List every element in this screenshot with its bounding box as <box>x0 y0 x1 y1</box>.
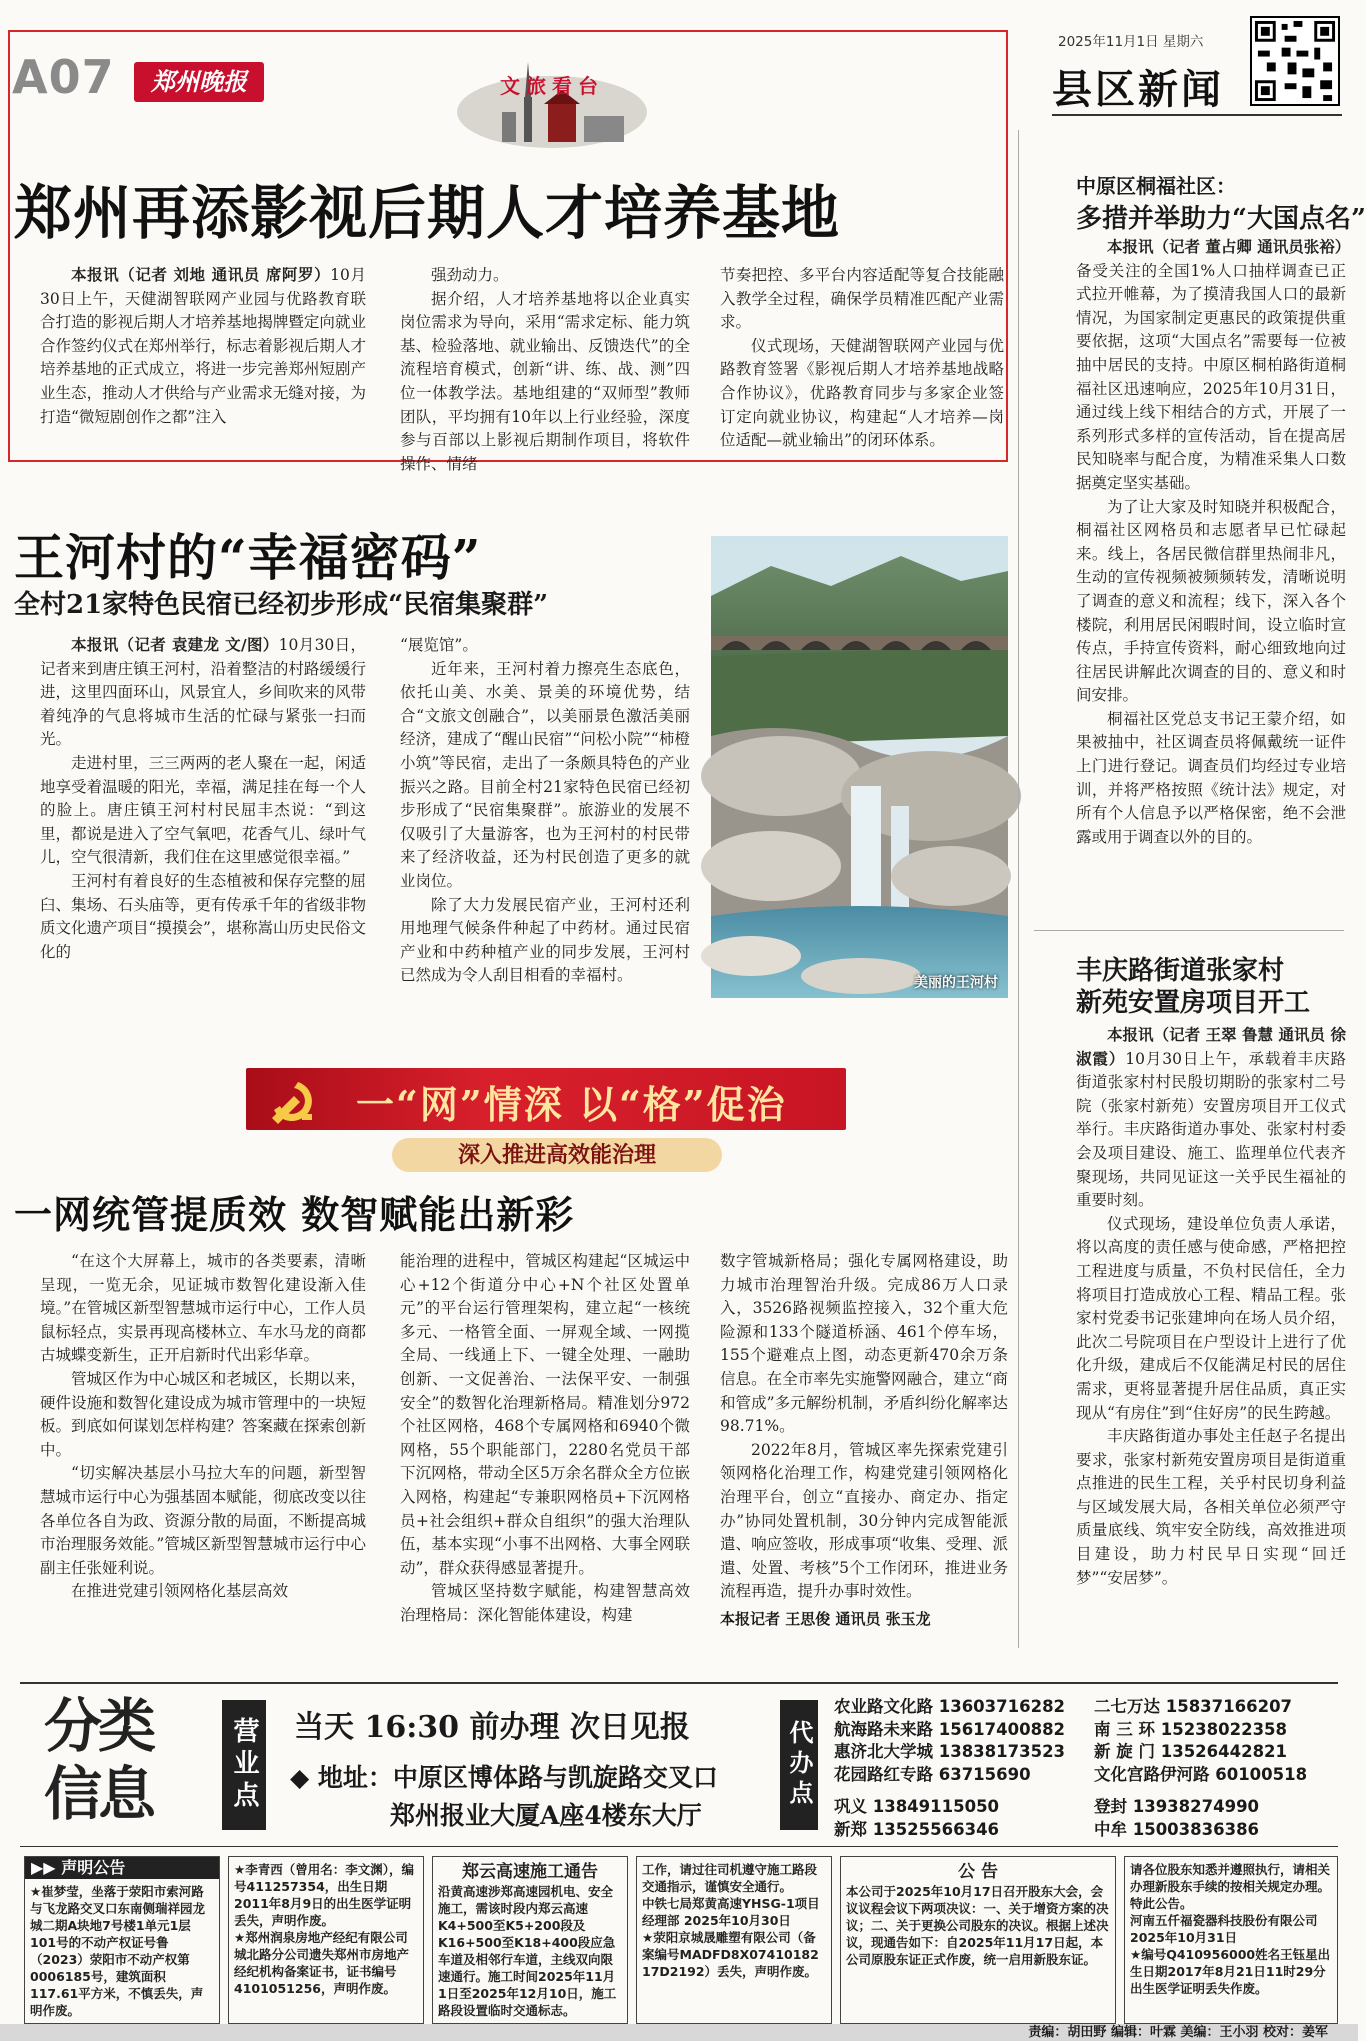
paragraph: 强劲动力。 <box>431 266 509 284</box>
article1-col3 <box>720 264 1004 458</box>
paragraph: 本报讯（记者 王翠 鲁慧 通讯员 徐淑霞）10月30日上午，承载着丰庆路街道张家村村民殷切期盼的张家村二号院（张家村新苑）安置房项目开工仪式举行。丰庆路街道办事处、张家村村委会及项目建设、施工、监理单位代表齐聚现场，共同见证这一关乎民生福祉的重要时刻。 <box>1076 1026 1346 1210</box>
section-tag: 文旅看台 <box>500 74 604 98</box>
paragraph: 丰庆路街道办事处主任赵子名提出要求，张家村新苑安置房项目是街道重点推进的民生工程，关乎村民切身利益与区域发展大局，各相关单位必须严守质量底线、筑牢安全防线，高效推进项目建设，助力村民早日实现“回迁梦”“安居梦”。 <box>1076 1427 1346 1587</box>
article3-headline: 一网统管提质效 数智赋能出新彩 <box>14 1192 575 1237</box>
notice-text: 本公司于2025年10月17日召开股东大会，会议议程会议下两项决议：一、关于增资方案的决议；二、关于更换公司股东的决议。根据上述决议，现通告如下：自2025年11月17日起，本公司原股东证正式作废，统一启用新股东证。 <box>846 1884 1109 1967</box>
agent-entry: 二七万达 15837166207 <box>1094 1697 1293 1716</box>
newspaper-logo: 郑州晚报 <box>134 62 264 102</box>
paragraph: 数字管城新格局；强化专属网格建设，助力城市治理智治升级。完成86万人口录入，3526路视频监控接入，32个重大危险源和133个隧道桥涵、461个停车场，155个避难点上图，动态更新470余万条信息。在全市率先实施警网融合，建立“商和管成”多元解纷机制，矛盾纠纷化解率达98.71%。 <box>720 1252 1008 1436</box>
byline: 本报讯（记者 袁建龙 文/图） <box>71 636 279 654</box>
paragraph: 本报讯（记者 董占卿 通讯员张裕）备受关注的全国1%人口抽样调查已正式拉开帷幕，为了摸清我国人口的最新情况，为国家制定更惠民的政策提供重要依据，这项“大国点名”需要每一位被抽中居民的支持。中原区桐柏路街道桐福社区迅速响应，2025年10月31日，通过线上线下相结合的方式，开展了一系列形式多样的宣传活动，旨在提高居民知晓率与配合度，为精准采集人口数据奠定坚实基础。 <box>1076 238 1351 492</box>
paragraph: 节奏把控、多平台内容适配等复合技能融入教学全过程，确保学员精准匹配产业需求。 <box>720 266 1004 332</box>
article3-col1 <box>40 1250 366 1628</box>
agent-point-label: 代办点 <box>780 1700 818 1830</box>
footer-credits: 责编：胡田野 编辑：叶霖 美编：王小羽 校对：姜军 <box>0 2024 1358 2041</box>
column-divider <box>1018 130 1019 1648</box>
article1-headline: 郑州再添影视后期人才培养基地 <box>14 179 841 247</box>
paragraph: “展览馆”。 <box>400 636 478 654</box>
article2-headline: 王河村的“幸福密码” <box>14 528 482 587</box>
article3-col2 <box>400 1250 690 1628</box>
article2-col2 <box>400 634 690 1004</box>
paragraph: 除了大力发展民宿产业，王河村还利用地理气候条件种起了中药材。通过民宿产业和中药种植产业的同步发展，王河村已然成为令人刮目相看的幸福村。 <box>400 895 690 985</box>
article3-col3 <box>720 1250 1008 1606</box>
paragraph: 近年来，王河村着力擦亮生态底色，依托山美、水美、景美的环境优势，结合“文旅文创融合”，以美丽景色激活美丽经济，建成了“醒山民宿”“问松小院”“柿橙小筑”等民宿，走出了一条颇具特色的产业振兴之路。目前全村21家特色民宿已经初步形成了“民宿集聚群”。旅游业的发展不仅吸引了大量游客，也为王河村的村民带来了经济收益，还为村民创造了更多的就业岗位。 <box>400 659 690 890</box>
notice-text: 沿黄高速涉郑高速园机电、安全施工，需该时段内郑云高速K4+500至K5+200段及K16+500至K18+400段应急车道及相邻行车道，主线双向限速通行。施工时间2025年11月1日至2025年12月10日，施工路段设置临时交通标志。 <box>438 1884 617 2018</box>
paragraph: 仪式现场，建设单位负责人承诺，将以高度的责任感与使命感，严格把控工程进度与质量，不负村民信任，全力将项目打造成放心工程、精品工程。张家村党委书记张建坤向在场人员介绍，此次二号院项目在户型设计上进行了优化升级，建成后不仅能满足村民的居住需求，更将显著提升居住品质，真正实现从“有房住”到“住好房”的民生跨越。 <box>1076 1214 1346 1422</box>
paragraph: 管城区作为中心城区和老城区，长期以来，硬件设施和数智化建设成为城市管理中的一块短板。到底如何谋划怎样构建？答案藏在探索创新中。 <box>40 1369 366 1459</box>
issue-date: 2025年11月1日 星期六 <box>1058 34 1204 50</box>
village-photo <box>711 536 1008 998</box>
sidebar1-kicker: 中原区桐福社区： <box>1076 174 1236 198</box>
classified-logo-top: 分类 <box>44 1692 153 1760</box>
section-name: 县区新闻 <box>1052 66 1224 113</box>
masthead-rule <box>1052 114 1342 116</box>
article3-byline: 本报记者 王思俊 通讯员 张玉龙 <box>720 1610 931 1628</box>
sidebar2-body <box>1076 1024 1346 1648</box>
agent-entry: 文化宫路伊河路 60100518 <box>1094 1764 1308 1784</box>
banner-title: 一“网”情深 以“格”促治 <box>356 1082 787 1127</box>
paragraph: 仪式现场，天健湖智联网产业园与优路教育签署《影视后期人才培养基地战略合作协议》，优路教育同步与多家企业签订定向就业协议，构建起“人才培养—岗位适配—就业输出”的闭环体系。 <box>720 336 1004 450</box>
notice-text: ★编号Q410956000姓名王钰星出生日期2017年8月21日11时29分出生医学证明丢失作废。 <box>1130 1947 1331 1996</box>
paragraph: 王河村有着良好的生态植被和保存完整的屈臼、集场、石头庙等，更有传承千年的省级非物质文化遗产项目“摸摸会”，堪称嵩山历史民俗文化的 <box>40 871 366 961</box>
agent-entry: 登封 13938274990 <box>1094 1797 1260 1816</box>
paragraph: 在推进党建引领网格化基层高效 <box>71 1582 289 1601</box>
paragraph: “切实解决基层小马拉大车的问题，新型智慧城市运行中心为强基固本赋能，彻底改变以往各单位各自为政、资源分散的局面，不断提高城市治理服务效能。”管城区新型智慧城市运行中心副主任张娅利说。 <box>40 1464 366 1577</box>
classified-box-2 <box>228 1856 424 2024</box>
notice-text: 请各位股东知悉并遵照执行，请相关办理新股东手续的按相关规定办理。特此公告。 <box>1130 1862 1331 1911</box>
banner-subtitle: 深入推进高效能治理 <box>392 1138 722 1172</box>
party-emblem-icon <box>264 1074 320 1130</box>
notice-text: 河南五仟福瓷器科技股份有限公司 2025年10月31日 <box>1130 1913 1318 1945</box>
page-number: A07 <box>12 50 115 104</box>
agent-entry: 新 旋 门 13526442821 <box>1094 1742 1288 1761</box>
notice-text: ★李青西（曾用名：李文渊），编号411257354，出生日期2011年8月9日的出生医学证明丢失，声明作废。 <box>234 1862 414 1928</box>
business-hours: 当天 16:30 前办理 次日见报 <box>294 1710 690 1745</box>
paragraph: 管城区坚持数字赋能，构建智慧高效治理格局：深化智能体建设，构建 <box>400 1582 690 1624</box>
classified-box-6 <box>1124 1856 1338 2024</box>
notice-text: ★郑州润泉房地产经纪有限公司城北路分公司遗失郑州市房地产经纪机构备案证书，证书编号4101051256，声明作废。 <box>234 1930 410 1996</box>
sidebar1-body <box>1076 236 1351 890</box>
paragraph: 2022年8月，管城区率先探索党建引领网格化治理工作，构建党建引领网格化治理平台，创立“直接办、商定办、指定办”协同处置机制，30分钟内完成智能派遣、响应签收，形成事项“收集、受理、派遣、处置、考核”5个工作闭环，推进业务流程再造，提升办事时效性。 <box>720 1440 1008 1601</box>
classified-mid-rule <box>20 1846 1338 1847</box>
notice-text: ★崔梦莹，坐落于荥阳市索河路与飞龙路交叉口东南侧瑞祥园龙城二期A块地7号楼1单元1层101号的不动产权证号鲁（2023）荥阳市不动产权第0006185号，建筑面积117.61平方米，不慎丢失，声明作废。 <box>30 1884 206 2018</box>
classified-logo-bottom: 信息 <box>44 1760 153 1828</box>
paragraph: “在这个大屏幕上，城市的各类要素，清晰呈现，一览无余，见证城市数智化建设渐入佳境。”在管城区新型智慧城市运行中心，工作人员鼠标轻点，实景再现高楼林立、车水马龙的商都古城蝶变新生，正开启新时代出彩华章。 <box>40 1252 366 1365</box>
paragraph: 桐福社区党总支书记王蒙介绍，如果被抽中，社区调查员将佩戴统一证件上门进行登记。调查员们均经过专业培训，并将严格按照《统计法》规定，对所有个人信息予以严格保密，绝不会泄露或用于调查以外的目的。 <box>1076 709 1346 846</box>
article2-col1 <box>40 634 366 1004</box>
sidebar2-headline-line2: 新苑安置房项目开工 <box>1076 988 1311 1018</box>
notice-text: 工作，请过往司机遵守施工路段交通指示，谨慎安全通行。 <box>642 1862 818 1894</box>
article2-subhead: 全村21家特色民宿已经初步形成“民宿集聚群” <box>14 590 549 620</box>
paragraph: 本报讯（记者 袁建龙 文/图）10月30日，记者来到唐庄镇王河村，沿着整洁的村路缓缓行进，这里四面环山，风景宜人，乡间吹来的风带着纯净的气息将城市生活的忙碌与紧张一扫而光。 <box>40 636 366 749</box>
sidebar-divider <box>1034 930 1344 931</box>
governance-banner <box>246 1068 846 1130</box>
business-point-label: 营业点 <box>222 1700 266 1830</box>
classified-box-5 <box>840 1856 1116 2024</box>
agent-list <box>834 1696 1338 1841</box>
paragraph: 走进村里，三三两两的老人聚在一起，闲适地享受着温暖的阳光，幸福，满足挂在每一个人的脸上。唐庄镇王河村村民屈丰杰说：“到这里，都说是进入了空气氧吧，花香气儿、绿叶气儿，空气很清新，我们住在这里感觉很幸福。” <box>40 753 366 867</box>
paragraph: 据介绍，人才培养基地将以企业真实岗位需求为导向，采用“需求定标、能力筑基、检验落地、就业输出、反馈迭代”的全流程培育模式，创新“讲、练、战、测”四位一体教学法。基地组建的“双师型”教师团队，平均拥有10年以上行业经验，深度参与百部以上影视后期制作项目，将软件操作、情绪 <box>400 289 690 473</box>
paragraph: 能治理的进程中，管城区构建起“区城运中心+12个街道分中心+N个社区处置单元”的平台运行管理架构，建立起“一核统多元、一格管全面、一屏观全域、一网揽全局、一线通上下、一键全处理、一融助创新、一文促善治、一法保平安、一制强安全”的数智化治理新格局。精准划分972个社区网格，468个专属网格和6940个微网格，55个职能部门，2280名党员干部下沉网格，带动全区5万余名群众全方位嵌入网格，构建起“专兼职网格员+下沉网格员+社会组织+群众自组织”的强大治理队伍，基本实现“小事不出网格、大事全网联动”，群众获得感显著提升。 <box>400 1252 690 1577</box>
classified-logo <box>44 1694 172 1832</box>
byline: 本报讯（记者 董占卿 通讯员张裕） <box>1107 238 1351 256</box>
notice-header: ▶▶ 声明公告 <box>25 1857 219 1879</box>
notice-text: 中铁七局郑黄高速YHSG-1项目经理部 2025年10月30日 <box>642 1896 820 1928</box>
agent-entry: 惠济北大学城 13838173523 <box>834 1742 1066 1761</box>
article1-col2 <box>400 264 690 473</box>
byline: 本报讯（记者 王翠 鲁慧 通讯员 徐淑霞） <box>1076 1026 1346 1068</box>
article1-col1: 本报讯（记者 刘地 通讯员 席阿罗）10月30日上午，天健湖智联网产业园与优路教育联合打造的影视后期人才培养基地揭牌暨定向就业合作签约仪式在郑州举行，标志着影视后期人才培养基地的正式成立，将进一步完善郑州短剧产业生态，推动人才供给与产业需求无缝对接，为打造“微短剧创作之都”注入 <box>40 266 366 426</box>
classified-top-rule <box>20 1682 1338 1684</box>
agent-entry: 南 三 环 15238022358 <box>1094 1719 1288 1739</box>
sidebar2-headline-line1: 丰庆路街道张家村 <box>1076 956 1285 986</box>
classified-box-3 <box>432 1856 628 2024</box>
agent-entry: 农业路文化路 13603716282 <box>834 1697 1066 1716</box>
agent-entry: 航海路未来路 15617400882 <box>834 1719 1066 1739</box>
classified-box-4 <box>636 1856 832 2024</box>
agent-entry: 花园路红专路 63715690 <box>834 1764 1031 1784</box>
sidebar1-headline: 多措并举助力“大国点名” <box>1076 204 1366 234</box>
notice-text: ★荥阳京城晟雕塑有限公司（备案编号MADFD8X07410182 17D2192）丢失，声明作废。 <box>642 1930 819 1979</box>
address-line1: ◆ 地址：中原区博体路与凯旋路交叉口 <box>290 1763 718 1792</box>
paragraph: 为了让大家及时知晓并积极配合，桐福社区网格员和志愿者早已忙碌起来。线上，各居民微信群里热闹非凡，生动的宣传视频被频频转发，清晰说明了调查的意义和流程；线下，深入各个楼院，利用居民闲暇时间，设立临时宣传点，手持宣传资料，耐心细致地向过往居民讲解此次调查的目的、意义和时间安排。 <box>1076 497 1346 705</box>
notice-title: 公 告 <box>958 1862 998 1882</box>
agent-entry: 中牟 15003836386 <box>1094 1819 1260 1839</box>
photo-caption: 美丽的王河村 <box>914 975 998 991</box>
agent-entry: 巩义 13849115050 <box>834 1797 1000 1816</box>
address-line2: 郑州报业大厦A座4楼东大厅 <box>390 1801 702 1830</box>
classified-box-1 <box>24 1856 220 2024</box>
qr-code[interactable] <box>1250 16 1340 106</box>
agent-entry: 新郑 13525566346 <box>834 1819 1000 1839</box>
notice-title: 郑云高速施工通告 <box>462 1862 598 1882</box>
